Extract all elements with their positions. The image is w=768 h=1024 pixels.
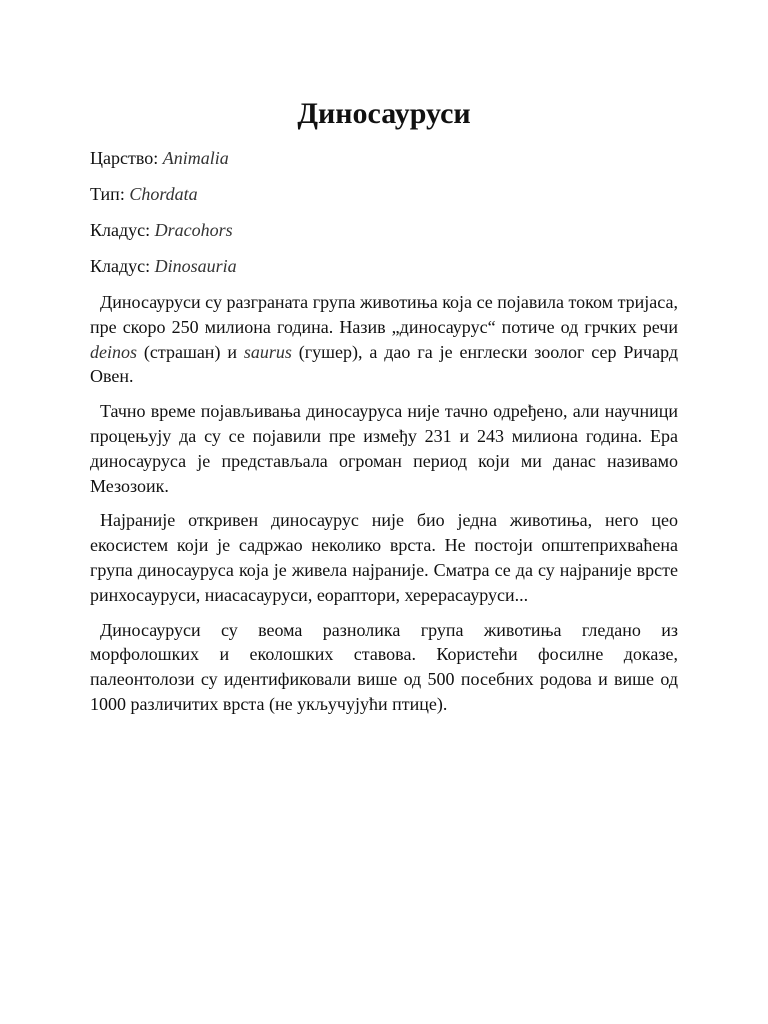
paragraph-text: Диносауруси су разграната група животиња која се појавила током тријаса, пре скоро 250 милиона година. Назив „диносаурус“ потиче од грчких речи: [90, 292, 678, 337]
taxonomy-value: Dinosauria: [154, 256, 237, 276]
taxonomy-label: Кладус: [90, 220, 146, 240]
taxonomy-value: Chordata: [129, 184, 198, 204]
taxonomy-label: Тип: [90, 184, 120, 204]
taxonomy-block: [90, 146, 678, 278]
taxonomy-row-clade-1: Кладус: Dracohors: [90, 220, 233, 240]
taxonomy-row-phylum: Тип: Chordata: [90, 184, 198, 204]
paragraph-text: (гушер), а дао га је енглески зоолог сер Ричард Овен.: [90, 341, 678, 387]
taxonomy-value: Dracohors: [154, 220, 233, 240]
paragraph-earliest: Најраније откривен диносаурус није био једна животиња, него цео екосистем који је садржао неколико врста. Не постоји општеприхваћена група диносауруса која је живела најраније. Сматра се да су најраније врсте ринхосауруси, ниасасауруси, еораптори, херерасауруси...: [90, 510, 678, 605]
greek-term-deinos: deinos: [90, 341, 137, 362]
taxonomy-value: Animalia: [162, 148, 229, 168]
paragraph-diversity: Диносауруси су веома разнолика група животиња гледано из морфолошких и еколошких ставова. Користећи фосилне доказе, палеонтолози су идентификовали више од 500 посебних родова и више од 1000 различитих врста (не укључујући птице).: [90, 619, 678, 714]
taxonomy-row-clade-2: Кладус: Dinosauria: [90, 256, 237, 276]
greek-term-saurus: saurus: [243, 341, 292, 362]
paragraph-origin: [90, 290, 678, 389]
paragraph-time: Тачно време појављивања диносауруса није тачно одређено, али научници процењују да су се појавили пре између 231 и 243 милиона година. Ера диносауруса је представљала огроман период који ми данас називамо Мезозоик.: [90, 401, 678, 496]
document-title: Диносауруси: [297, 97, 471, 130]
taxonomy-label: Кладус: [90, 256, 146, 276]
paragraph-text: (страшан) и: [137, 341, 244, 362]
taxonomy-row-kingdom: Царство: Animalia: [90, 148, 229, 168]
taxonomy-label: Царство: [90, 148, 154, 168]
